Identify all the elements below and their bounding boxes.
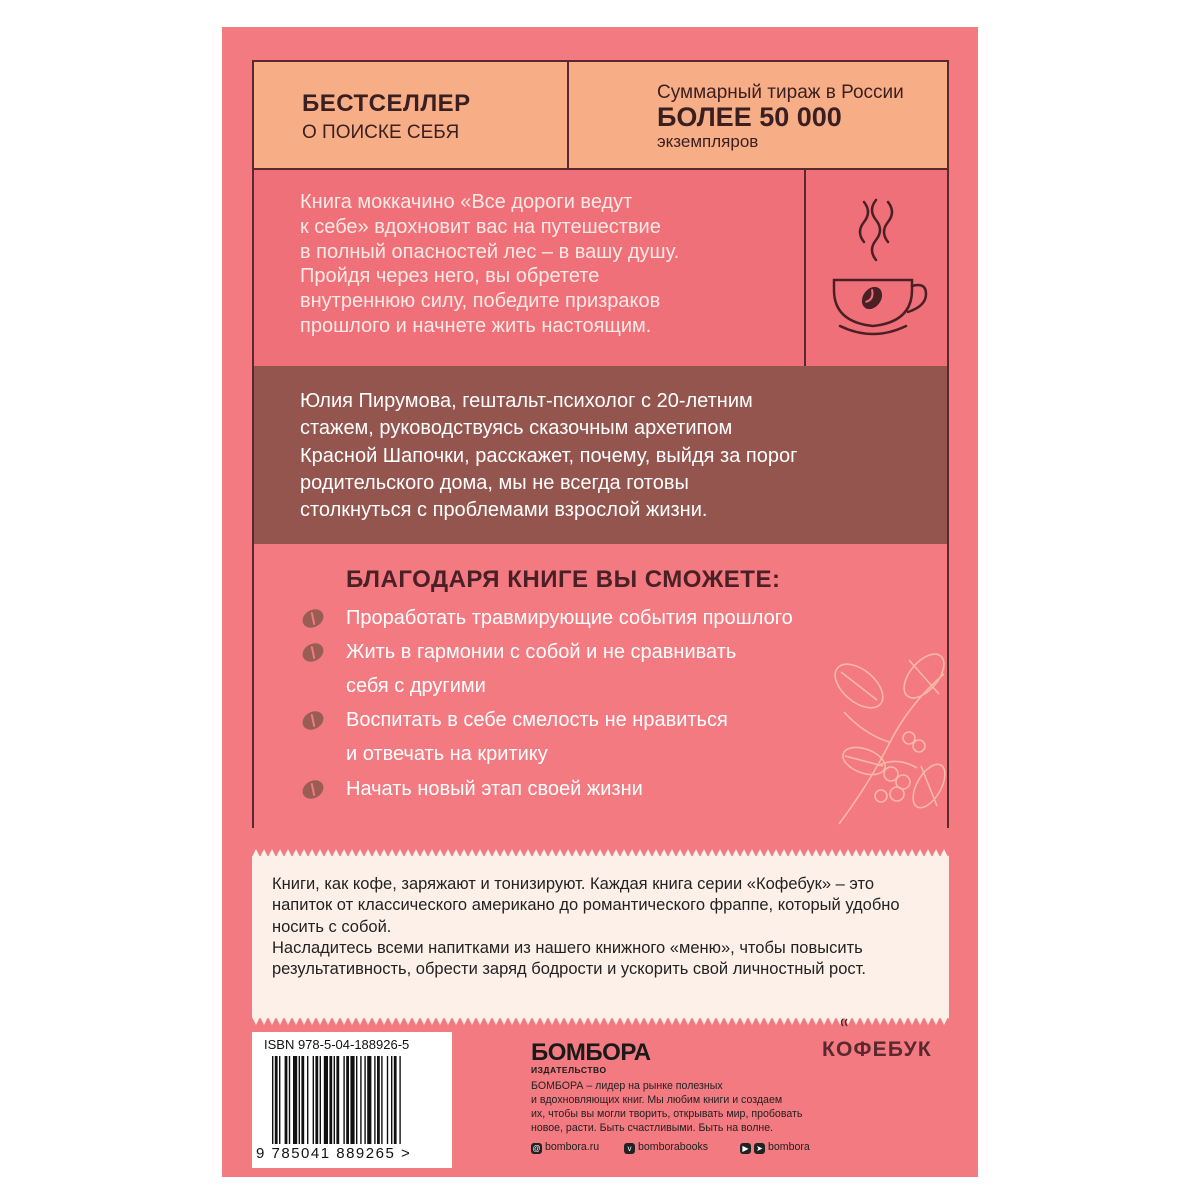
barcode xyxy=(270,1056,442,1148)
barcode-bar xyxy=(381,1056,382,1144)
isbn-label: ISBN 978-5-04-188926-5 xyxy=(264,1037,410,1052)
benefit-item-4: Начать новый этап своей жизни xyxy=(346,778,643,800)
coffee-bean-icon xyxy=(299,606,327,632)
barcode-bar xyxy=(374,1056,375,1144)
series-logo: КОФЕБУК xyxy=(822,1038,932,1061)
coffee-bean-icon xyxy=(299,777,327,803)
social-yt-tg-label: bombora xyxy=(768,1141,810,1153)
barcode-bar xyxy=(275,1056,278,1144)
benefits-section xyxy=(254,544,947,828)
content-frame xyxy=(252,60,949,828)
publisher-description: БОМБОРА – лидер на рынке полезных и вдохновляющих книг. Мы любим книги и создаем их, чтобы вы могли творить, открывать мир, пробовать новое, расти. Быть счастливыми. Быть на волне. xyxy=(531,1080,803,1134)
benefits-title: БЛАГОДАРЯ КНИГЕ ВЫ СМОЖЕТЕ: xyxy=(346,566,781,593)
author-description: Юлия Пирумова, гештальт-психолог с 20-летним стажем, руководствуясь сказочным архетипом Красной Шапочки, расскажет, почему, выйдя за порог родительского дома, мы не всегда готовы столкнуться с проблемами взрослой жизни. xyxy=(300,390,798,522)
barcode-bar xyxy=(394,1056,397,1144)
description-section xyxy=(254,170,947,366)
barcode-bar xyxy=(334,1056,335,1144)
barcode-bar xyxy=(329,1056,332,1144)
barcode-bar xyxy=(391,1056,392,1144)
barcode-bar xyxy=(377,1056,380,1144)
barcode-bar xyxy=(364,1056,365,1144)
author-section xyxy=(254,366,947,544)
telegram-icon: ➤ xyxy=(754,1143,765,1154)
barcode-bar xyxy=(367,1056,371,1144)
circulation-label: Суммарный тираж в России xyxy=(657,82,904,103)
coffee-cup-icon xyxy=(806,170,951,366)
coffee-bean-icon xyxy=(299,708,327,734)
barcode-bar xyxy=(299,1056,300,1144)
social-vk[interactable] xyxy=(624,1141,708,1154)
cup-cell xyxy=(804,170,949,366)
youtube-icon: ▶ xyxy=(740,1143,751,1154)
barcode-bar xyxy=(399,1056,400,1144)
coffee-cup-logo-icon xyxy=(834,1018,858,1040)
benefit-item-3: Воспитать в себе смелость не нравиться и отвечать на критику xyxy=(346,709,728,765)
vk-icon: v xyxy=(624,1143,635,1154)
zigzag-top-edge xyxy=(252,849,949,857)
barcode-bar xyxy=(360,1056,361,1144)
barcode-number: 9 785041 889265 > xyxy=(256,1145,412,1162)
series-info-paragraph-1: Книги, как кофе, заряжают и тонизируют. Каждая книга серии «Кофебук» – это напиток от классического американо до романтического фраппе, который удобно носить с собой. xyxy=(272,875,900,936)
circulation-value: БОЛЕЕ 50 000 xyxy=(657,102,842,132)
barcode-bar xyxy=(293,1056,297,1144)
publisher-logo: БОМБОРА xyxy=(531,1039,651,1066)
barcode-bar xyxy=(356,1056,357,1144)
series-info-paragraph-2: Насладитесь всеми напитками из нашего книжного «меню», чтобы повысить результативность, обрести заряд бодрости и ускорить свой личностный рост. xyxy=(272,938,866,979)
barcode-bar xyxy=(301,1056,304,1144)
series-info-text xyxy=(272,874,932,980)
barcode-bar xyxy=(279,1056,280,1144)
coffee-branch-illustration xyxy=(829,646,949,826)
circulation-unit: экземпляров xyxy=(657,132,759,151)
bestseller-title: БЕСТСЕЛЛЕР xyxy=(302,90,471,117)
barcode-bar xyxy=(336,1056,339,1144)
barcode-bar xyxy=(315,1056,318,1144)
bestseller-badge xyxy=(254,62,569,168)
barcode-bar xyxy=(272,1056,273,1144)
book-description: Книга моккачино «Все дороги ведут к себе» вдохновит вас на путешествие в полный опасностей лес – в вашу душу. Пройдя через него, вы обретете внутреннюю силу, победите призраков прошлого и начнете жить настоящим. xyxy=(300,191,680,337)
barcode-bar xyxy=(343,1056,344,1144)
social-site[interactable] xyxy=(531,1141,599,1154)
publisher-logo-sub: ИЗДАТЕЛЬСТВО xyxy=(531,1065,607,1075)
barcode-bar xyxy=(289,1056,290,1144)
social-site-label: bombora.ru xyxy=(545,1141,600,1153)
barcode-bar xyxy=(346,1056,349,1144)
globe-icon: @ xyxy=(532,1144,541,1153)
bestseller-subtitle: О ПОИСКЕ СЕБЯ xyxy=(302,122,460,143)
social-yt-tg[interactable] xyxy=(740,1141,810,1154)
barcode-bar xyxy=(350,1056,354,1144)
benefit-item-2: Жить в гармонии с собой и не сравнивать себя с другими xyxy=(346,641,737,697)
benefit-item-1: Проработать травмирующие события прошлого xyxy=(346,607,793,629)
barcode-bar xyxy=(324,1056,328,1144)
barcode-bar xyxy=(307,1056,308,1144)
barcode-bar xyxy=(285,1056,288,1144)
coffee-bean-icon xyxy=(299,640,327,666)
social-vk-label: bomborabooks xyxy=(638,1141,709,1153)
series-info-box xyxy=(252,856,949,1018)
barcode-bar xyxy=(387,1056,388,1144)
isbn-block xyxy=(252,1032,452,1168)
badge-row xyxy=(254,62,947,170)
barcode-bar xyxy=(320,1056,321,1144)
barcode-bar xyxy=(313,1056,314,1144)
